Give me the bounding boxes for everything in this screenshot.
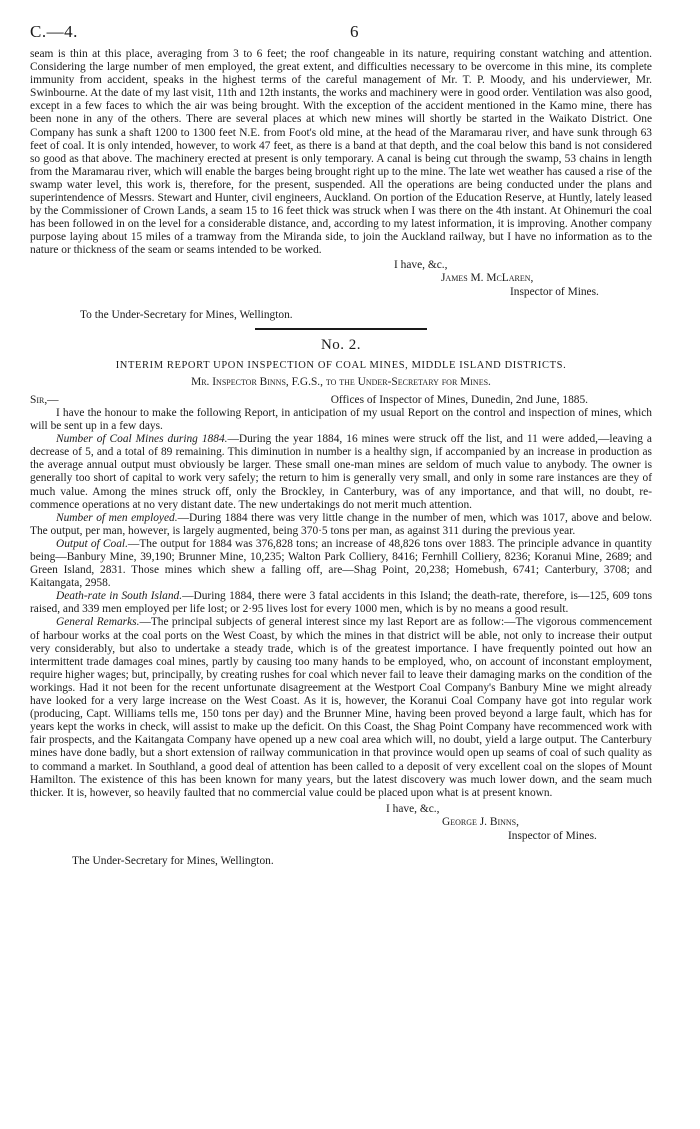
document-reference: C.—4.	[30, 22, 78, 41]
report1-closing: I have, &c.,	[394, 258, 448, 271]
section-body: —During 1884, there were 3 fatal accidents in this Island; the death-rate, therefore, is—125, 609 tons raised, and 339 men employed per life lost; or 2·95 lives lost for every 1000 men, which is by no means a good result.	[30, 590, 653, 616]
report1-signatory-title: Inspector of Mines.	[510, 285, 599, 298]
section-heading: Number of Coal Mines during 1884.	[56, 433, 228, 446]
page-number: 6	[350, 22, 359, 41]
report2-section	[30, 512, 652, 538]
report1-addressee: To the Under-Secretary for Mines, Wellington.	[80, 309, 293, 321]
report2-number: No. 2.	[320, 336, 362, 353]
section-divider	[255, 328, 427, 330]
section-heading: General Remarks.	[56, 616, 140, 629]
report2-closing: I have, &c.,	[386, 802, 440, 815]
section-heading: Death-rate in South Island.	[56, 590, 183, 603]
report2-section	[30, 616, 652, 799]
section-heading: Number of men employed.	[56, 511, 178, 524]
report2-intro: I have the honour to make the following Report, in anticipation of my usual Report on the control and inspection of mines, which will be sent up in a few days.	[30, 406, 652, 433]
report1-signature-block	[30, 259, 652, 300]
section-heading: Output of Coal.	[56, 537, 128, 550]
report2-title: INTERIM REPORT UPON INSPECTION OF COAL MINES, MIDDLE ISLAND DISTRICTS.	[115, 359, 567, 371]
section-body: —During the year 1884, 16 mines were struck off the list, and 11 were added,—leaving a decrease of 5, and a total of 89 remaining. This diminution in number is a healthy sign, if accompanied by an increase in production as the average annual output must obviously be larger. These small one-man mines are seldom of much value to anybody. The owner is generally too short of capital to work very safely; the return to him is generally very small, and only in some rare instances are they of much value. Among the mines struck off, only the Brockley, in Canterbury, was of any importance, and that will, no doubt, re-commence operations at no very distant date. The new undertakings do not merit much attention.	[30, 433, 652, 511]
report2-salutation-row	[30, 394, 652, 407]
page-header	[30, 22, 652, 42]
report2-section	[30, 538, 652, 590]
report2-section	[30, 590, 652, 616]
report2-section	[30, 433, 652, 512]
section-body: —The principal subjects of general interest since my last Report are as follow:—The vigorous commencement of harbour works at the coal ports on the West Coast, by which the mines in that district will be able, not only to increase their output very considerably, but also to undertake a steady trade, which is of the greatest importance. I have frequently pointed out how an intermittent trade damages coal mines, partly by causing too many hands to be employed, who, on account of inconstant employment, require higher wages; but, principally, by creating rushes for coal which never fail to leave their damaging marks on the condition of the workings. Had it not been for the recent unfortunate disagreement at the Westport Coal Company's Banbury Mine we might already have looked for a very large increase on the West Coast. As it is, however, the Koranui Coal Company have got into regular work (producing, Capt. Williams tells me, 150 tons per day) and the Brunner Mine, having been proved beyond a large fault, which has for years kept the works in check, will assist to make up the deficit. On this Coast, the Shag Point Company have recommenced work with fair prospects, and the Kaitangata Company have opened up a new coal area which will, no doubt, yield a large output. The Canterbury mines have done badly, but a short extension of railway communication in that province would open up seams of coal of such quality as to command a market. In Southland, a good deal of attention has been called to a deposit of very excellent coal on the slopes of Mount Hamilton. The existence of this has been known for many years, but the latest discovery was much lower down, and the seam much thicker. It is, however, so heavily faulted that no commercial value could be placed upon what is at present known.	[30, 616, 652, 799]
report2-subtitle: Mr. Inspector Binns, F.G.S., to the Under-Secretary for Mines.	[191, 375, 491, 388]
report2-signatory-title: Inspector of Mines.	[508, 829, 597, 842]
report2-signatory: George J. Binns,	[442, 816, 519, 829]
report1-signatory: James M. McLaren,	[441, 272, 534, 284]
report1-paragraph: seam is thin at this place, averaging from 3 to 6 feet; the roof changeable in its nature, requiring constant watching and attention. Considering the large number of men employed, the great extent, and difficulties necessary to be overcome in this mine, its complete immunity from accident, speaks in the highest terms of the careful management of Mr. T. P. Moody, and his underviewer, Mr. Swinbourne. At the date of my last visit, 11th and 12th instants, the works and machinery were in good order. Ventilation was also good, except in a few faces to which the air was being brought. With the exception of the accident mentioned in the Kamo mine, there has been none in any of the others. There are several places at which new mines will shortly be started in the Waikato District. One Company has sunk a shaft 1200 to 1300 feet N.E. from Foot's old mine, at the head of the Maramarau river, and have sunk through 63 feet of coal. It is only intended, however, to work 47 feet, as there is a band at that depth, and the coal below this band is not considered so good as that above. The machinery erected at present is only temporary. A canal is being cut through the swamp, 53 chains in length from the Maramarau river, which will enable the barges being brought right up to the mine. The late wet weather has caused a rise of the swamp water level, this work is, therefore, for the present, suspended. All the operations are being conducted under the plans and superintendence of Messrs. Stewart and Hunter, civil engineers, Auckland. On portion of the Education Reserve, at Huntly, lately leased by the Commissioner of Crown Lands, a seam 15 to 16 feet thick was struck when I was there on the 4th instant. At Ohinemuri the coal has been followed in on the level for a considerable distance, and, according to my latest information, it is improving. Another company purpose laying about 15 miles of a tramway from the Miranda side, to join the Auckland railway, but I have no information as to the nature or thickness of the seam or seams intended to be worked.	[30, 48, 652, 257]
report2-salutation: Sir,—	[30, 393, 59, 406]
report2-office-date: Offices of Inspector of Mines, Dunedin, 2nd June, 1885.	[330, 393, 588, 406]
report2-signature-block	[30, 803, 652, 844]
report2-addressee: The Under-Secretary for Mines, Wellington.	[72, 855, 274, 868]
section-body: —During 1884 there was very little change in the number of men, which was 1017, above and below. The output, per man, however, is largely augmented, being 370·5 tons per man, as against 311 during the previous year.	[30, 511, 652, 537]
section-body: —The output for 1884 was 376,828 tons; an increase of 48,826 tons over 1883. The principle advance in quantity being—Banbury Mine, 39,190; Brunner Mine, 10,235; Walton Park Colliery, 8416; Fernhill Colliery, 8236; Koranui Mine, 2689; and Green Island, 2831. Those mines which shew a falling off, are—Shag Point, 20,238; Homebush, 6741; Canterbury, 3708; and Kaitangata, 2958.	[30, 537, 652, 590]
